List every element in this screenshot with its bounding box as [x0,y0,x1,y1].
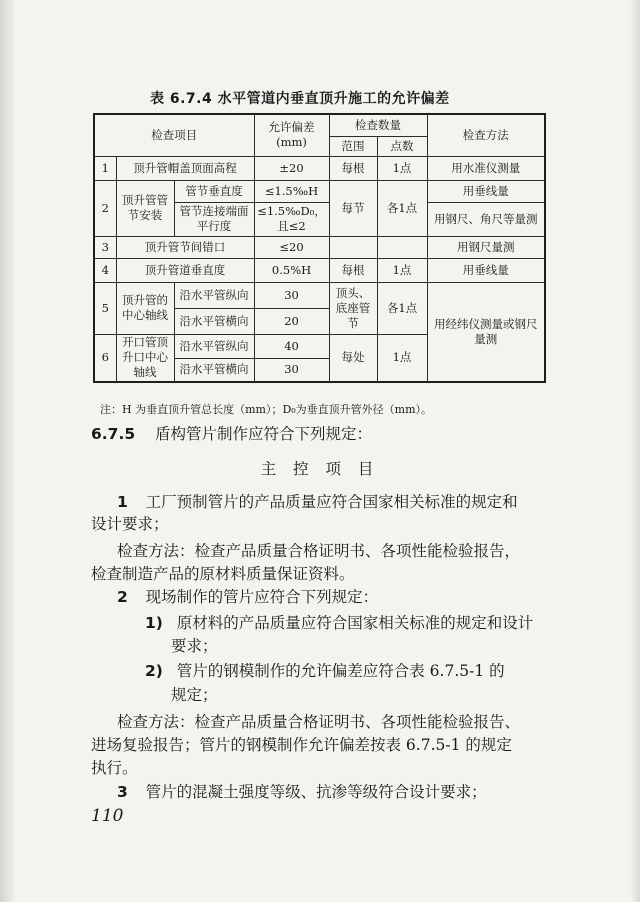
row-scope: 顶头、底座管节 [329,282,377,334]
row-deviation: ±20 [254,156,329,180]
item-1-number: 1 [117,493,128,511]
row-subitem: 沿水平管横向 [174,308,254,334]
row-item: 顶升管道垂直度 [116,258,254,282]
item-2-line-1 [117,586,378,608]
row-scope: 每根 [329,156,377,180]
scan-edge-right [630,0,640,902]
row-deviation: 0.5%H [254,258,329,282]
row-method: 用垂线量 [427,180,545,202]
header-deviation [254,114,329,156]
row-group: 开口管顶升口中心轴线 [116,334,174,382]
row-deviation: ≤1.5‰H [254,180,329,202]
row-scope: 每根 [329,258,377,282]
table-row [94,282,545,308]
item-1-line-2: 设计要求； [91,515,169,533]
item-2-sub-2-number: 2) [145,662,163,680]
row-method: 用水准仪测量 [427,156,545,180]
item-2-sub-1-line-2: 要求； [171,637,218,655]
row-deviation: ≤1.5‰D₀，且≤2 [254,202,329,236]
row-subitem: 沿水平管纵向 [174,334,254,358]
item-2-sub-2-line-2: 规定； [171,686,218,704]
row-subitem: 管节垂直度 [174,180,254,202]
row-deviation: 40 [254,334,329,358]
row-number: 4 [94,258,116,282]
row-subitem: 沿水平管纵向 [174,282,254,308]
row-scope [329,236,377,258]
item-2-sub-2-text: 管片的钢模制作的允许偏差应符合表 6.7.5-1 的 [176,662,505,680]
table-row [94,180,545,202]
row-deviation: 30 [254,358,329,382]
row-number: 5 [94,282,116,334]
scan-edge-left [0,0,14,902]
page-number: 110 [91,806,124,826]
header-deviation-unit: (mm) [276,135,307,150]
item-1-check-line-1: 检查方法：检查产品质量合格证明书、各项性能检验报告， [117,542,521,560]
item-1-check-line-2: 检查制造产品的原材料质量保证资料。 [91,565,355,583]
row-number: 2 [94,180,116,236]
header-scope: 范围 [329,136,377,156]
item-2-sub-1-text: 原材料的产品质量应符合国家相关标准的规定和设计 [176,614,534,632]
row-group: 顶升管的中心轴线 [116,282,174,334]
table-title: 表 6.7.4 水平管道内垂直顶升施工的允许偏差 [150,91,450,107]
tolerance-table [93,113,546,383]
table-row [94,236,545,258]
row-group: 顶升管管节安装 [116,180,174,236]
section-number: 6.7.5 [91,425,136,443]
row-method: 用钢尺、角尺等量测 [427,202,545,236]
item-2-check-line-3: 执行。 [91,759,138,777]
header-item: 检查项目 [94,114,254,156]
row-points: 1点 [377,258,427,282]
item-2-text: 现场制作的管片应符合下列规定： [145,588,379,606]
row-number: 3 [94,236,116,258]
header-deviation-label: 允许偏差 [268,120,315,135]
item-1-line-1 [117,491,518,513]
header-row [94,114,545,136]
item-2-sub-2-line-1 [145,660,505,682]
row-scope: 每节 [329,180,377,236]
row-item: 顶升管节间错口 [116,236,254,258]
item-2-sub-1-line-1 [145,612,533,634]
item-2-sub-1-number: 1) [145,614,163,632]
row-number: 6 [94,334,116,382]
row-scope: 每处 [329,334,377,382]
row-number: 1 [94,156,116,180]
row-points: 1点 [377,334,427,382]
row-method: 用钢尺量测 [427,236,545,258]
table-row [94,258,545,282]
row-deviation: ≤20 [254,236,329,258]
item-2-check-line-1: 检查方法：检查产品质量合格证明书、各项性能检验报告、 [117,713,521,731]
header-method: 检查方法 [427,114,545,156]
table-note: 注：H 为垂直顶升管总长度（mm）；D₀为垂直顶升管外径（mm）。 [100,403,433,416]
item-3-line-1 [117,781,487,803]
row-points: 1点 [377,156,427,180]
item-3-number: 3 [117,783,128,801]
row-points: 各1点 [377,282,427,334]
header-points: 点数 [377,136,427,156]
section-title: 盾构管片制作应符合下列规定： [155,425,373,443]
header-quantity: 检查数量 [329,114,427,136]
section-heading [91,423,372,445]
subheading: 主 控 项 目 [260,460,380,478]
row-deviation: 30 [254,282,329,308]
row-method: 用垂线量 [427,258,545,282]
row-subitem: 管节连接端面平行度 [174,202,254,236]
row-points [377,236,427,258]
item-3-text: 管片的混凝土强度等级、抗渗等级符合设计要求； [145,783,487,801]
row-item: 顶升管帽盖顶面高程 [116,156,254,180]
row-points: 各1点 [377,180,427,236]
table-row [94,156,545,180]
item-1-text: 工厂预制管片的产品质量应符合国家相关标准的规定和 [145,493,518,511]
row-deviation: 20 [254,308,329,334]
row-method: 用经纬仪测量或钢尺量测 [427,282,545,382]
row-subitem: 沿水平管横向 [174,358,254,382]
item-2-check-line-2: 进场复验报告；管片的钢模制作允许偏差按表 6.7.5-1 的规定 [91,736,512,754]
item-2-number: 2 [117,588,128,606]
